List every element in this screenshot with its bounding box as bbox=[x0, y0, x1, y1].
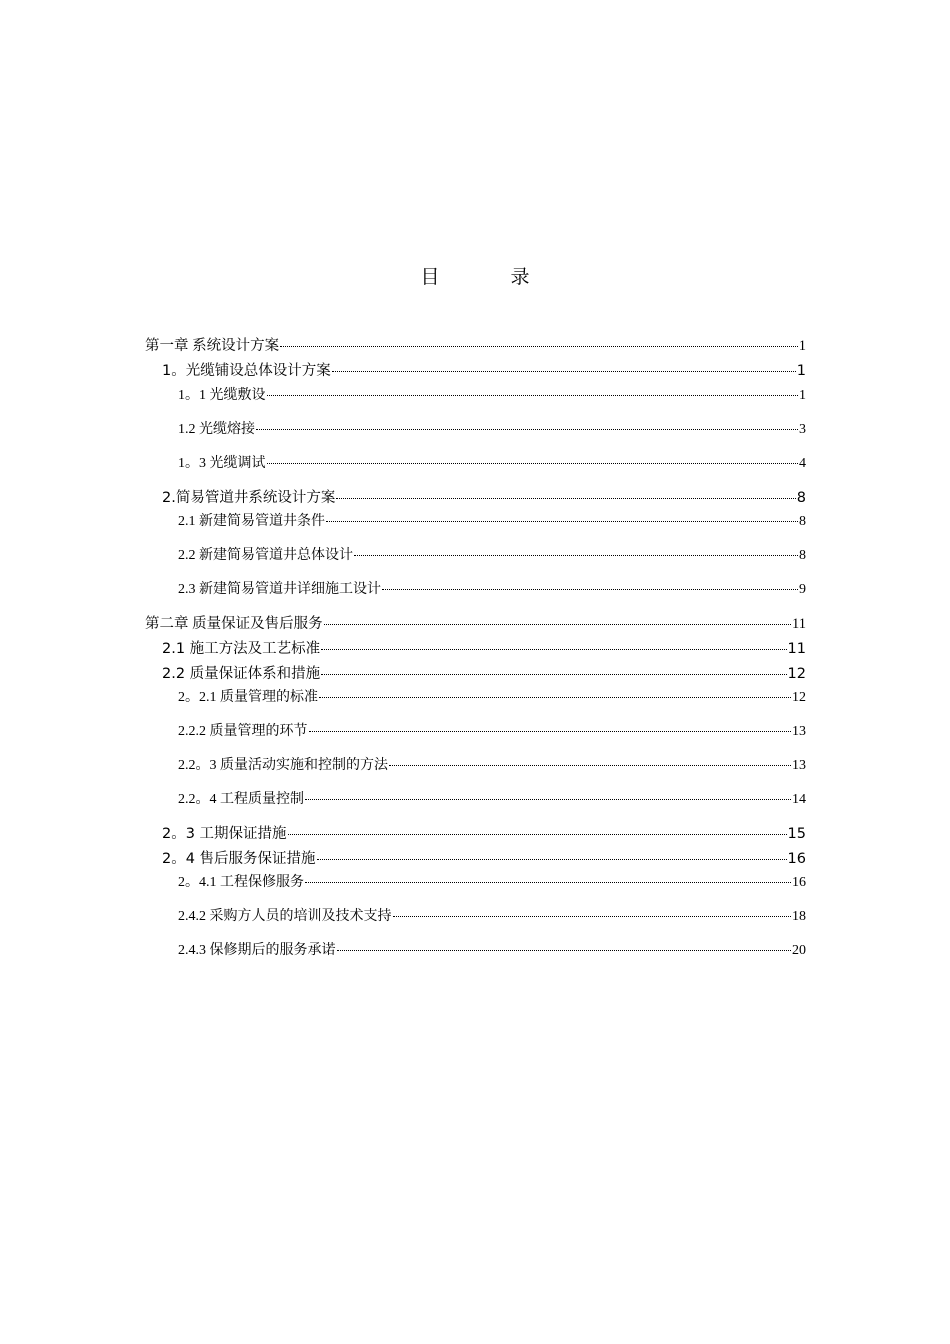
toc-title: 目 录 bbox=[420, 266, 556, 288]
toc-entry-label: 2.简易管道井系统设计方案 bbox=[162, 490, 336, 506]
toc-entry-section[interactable] bbox=[162, 637, 806, 657]
toc-leader-dots bbox=[317, 859, 787, 860]
toc-entry-page: 12 bbox=[792, 690, 806, 705]
toc-entry-page: 11 bbox=[792, 616, 806, 632]
toc-entry-subsection[interactable] bbox=[178, 939, 806, 959]
toc-leader-dots bbox=[309, 731, 792, 732]
toc-leader-dots bbox=[288, 834, 787, 835]
toc-entry-subsection[interactable] bbox=[178, 686, 806, 706]
toc-leader-dots bbox=[326, 521, 798, 522]
toc-entry-page: 8 bbox=[796, 490, 806, 506]
toc-entry-page: 8 bbox=[799, 548, 806, 563]
toc-entry-page: 12 bbox=[787, 666, 806, 682]
toc-entry-page: 1 bbox=[796, 363, 806, 379]
toc-leader-dots bbox=[354, 555, 798, 556]
toc-entry-chapter[interactable] bbox=[145, 334, 806, 354]
toc-entry-subsection[interactable] bbox=[178, 720, 806, 740]
toc-leader-dots bbox=[382, 589, 798, 590]
toc-leader-dots bbox=[267, 395, 799, 396]
toc-leader-dots bbox=[280, 346, 798, 347]
toc-entry-label: 1。光缆铺设总体设计方案 bbox=[162, 363, 331, 379]
toc-entry-label: 2.2.2 质量管理的环节 bbox=[178, 724, 308, 739]
toc-leader-dots bbox=[337, 950, 792, 951]
toc-entry-page: 18 bbox=[792, 909, 806, 924]
toc-entry-page: 4 bbox=[799, 456, 806, 471]
toc-entry-label: 1。1 光缆敷设 bbox=[178, 388, 266, 403]
toc-leader-dots bbox=[393, 916, 792, 917]
toc-leader-dots bbox=[324, 624, 791, 625]
toc-entry-label: 2。4 售后服务保证措施 bbox=[162, 851, 316, 867]
toc-entry-section[interactable] bbox=[162, 822, 806, 842]
toc-entry-label: 1.2 光缆熔接 bbox=[178, 422, 255, 437]
toc-entry-label: 2.4.2 采购方人员的培训及技术支持 bbox=[178, 909, 392, 924]
toc-entry-section[interactable] bbox=[162, 847, 806, 867]
toc-entry-page: 13 bbox=[792, 758, 806, 773]
toc-entry-label: 1。3 光缆调试 bbox=[178, 456, 266, 471]
toc-entry-label: 第一章 系统设计方案 bbox=[145, 338, 280, 354]
toc-entry-page: 1 bbox=[799, 388, 806, 403]
toc-entry-label: 2.1 新建简易管道井条件 bbox=[178, 514, 325, 529]
toc-leader-dots bbox=[319, 697, 791, 698]
toc-entry-label: 2.2 质量保证体系和措施 bbox=[162, 666, 321, 682]
toc-entry-subsection[interactable] bbox=[178, 788, 806, 808]
toc-entry-page: 16 bbox=[792, 875, 806, 890]
toc-leader-dots bbox=[321, 649, 786, 650]
toc-leader-dots bbox=[305, 882, 791, 883]
toc-entry-subsection[interactable] bbox=[178, 510, 806, 530]
toc-entry-subsection[interactable] bbox=[178, 544, 806, 564]
toc-entry-page: 13 bbox=[792, 724, 806, 739]
toc-entry-label: 2。3 工期保证措施 bbox=[162, 826, 287, 842]
toc-entry-label: 2.3 新建简易管道井详细施工设计 bbox=[178, 582, 381, 597]
toc-leader-dots bbox=[389, 765, 791, 766]
toc-entry-section[interactable] bbox=[162, 359, 806, 379]
toc-leader-dots bbox=[321, 674, 786, 675]
toc-leader-dots bbox=[332, 371, 796, 372]
toc-entry-page: 8 bbox=[799, 514, 806, 529]
toc-entry-chapter[interactable] bbox=[145, 612, 806, 632]
toc-entry-page: 16 bbox=[787, 851, 806, 867]
toc-entry-page: 14 bbox=[792, 792, 806, 807]
toc-leader-dots bbox=[256, 429, 798, 430]
toc-entry-section[interactable] bbox=[162, 486, 806, 506]
toc-entry-label: 2.2 新建简易管道井总体设计 bbox=[178, 548, 353, 563]
toc-entry-subsection[interactable] bbox=[178, 452, 806, 472]
toc-entry-subsection[interactable] bbox=[178, 905, 806, 925]
toc-entry-label: 2。2.1 质量管理的标准 bbox=[178, 690, 318, 705]
toc-entry-label: 第二章 质量保证及售后服务 bbox=[145, 616, 323, 632]
toc-entry-subsection[interactable] bbox=[178, 871, 806, 891]
toc-entry-label: 2。4.1 工程保修服务 bbox=[178, 875, 304, 890]
toc-entry-page: 11 bbox=[787, 641, 806, 657]
toc-entry-subsection[interactable] bbox=[178, 384, 806, 404]
toc-entry-label: 2.2。3 质量活动实施和控制的方法 bbox=[178, 758, 388, 773]
toc-entry-section[interactable] bbox=[162, 662, 806, 682]
toc-entry-subsection[interactable] bbox=[178, 578, 806, 598]
toc-entry-subsection[interactable] bbox=[178, 418, 806, 438]
toc-entry-label: 2.1 施工方法及工艺标准 bbox=[162, 641, 321, 657]
toc-entry-page: 15 bbox=[787, 826, 806, 842]
toc-entry-label: 2.2。4 工程质量控制 bbox=[178, 792, 304, 807]
toc-entry-page: 1 bbox=[798, 338, 806, 354]
toc-entry-page: 20 bbox=[792, 943, 806, 958]
toc-entry-label: 2.4.3 保修期后的服务承诺 bbox=[178, 943, 336, 958]
toc-entry-page: 9 bbox=[799, 582, 806, 597]
toc-leader-dots bbox=[267, 463, 799, 464]
toc-leader-dots bbox=[336, 498, 795, 499]
toc-entry-subsection[interactable] bbox=[178, 754, 806, 774]
toc-entry-page: 3 bbox=[799, 422, 806, 437]
toc-leader-dots bbox=[305, 799, 791, 800]
